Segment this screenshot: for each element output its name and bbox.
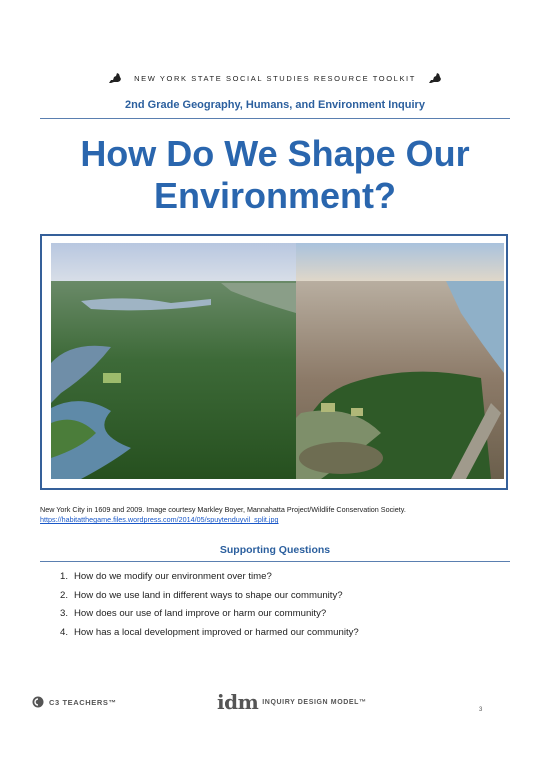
question-number: 4. xyxy=(59,626,68,638)
supporting-questions-list xyxy=(52,568,492,642)
photo-caption xyxy=(40,505,510,525)
idm-label: INQUIRY DESIGN MODEL™ xyxy=(262,698,367,706)
questions-divider xyxy=(40,561,510,562)
question-number: 2. xyxy=(59,589,68,601)
image-source-link[interactable]: https://habitatthegame.files.wordpress.com/2014/05/spuytenduyvil_split.jpg xyxy=(40,515,279,524)
toolkit-title: NEW YORK STATE SOCIAL STUDIES RESOURCE TOOLKIT xyxy=(134,73,416,83)
new-york-state-icon xyxy=(108,72,122,84)
c3-label: C3 TEACHERS™ xyxy=(49,697,117,707)
toolkit-header xyxy=(0,72,550,84)
title-line-1: How Do We Shape Our xyxy=(80,133,470,174)
page-number: 3 xyxy=(479,707,483,713)
question-text: How do we modify our environment over time? xyxy=(74,571,272,582)
question-number: 1. xyxy=(59,571,68,582)
split-landscape-photo xyxy=(51,243,504,479)
list-item xyxy=(52,624,492,643)
list-item xyxy=(52,605,492,624)
question-text: How does our use of land improve or harm our community? xyxy=(74,608,327,619)
idm-wordmark: idm xyxy=(217,690,259,714)
new-york-state-icon xyxy=(428,72,442,84)
c3-logo-icon xyxy=(32,696,44,708)
list-item xyxy=(52,568,492,587)
page-title xyxy=(0,133,550,217)
idm-logo xyxy=(217,690,367,714)
c3-teachers-logo xyxy=(32,695,117,709)
supporting-questions-heading: Supporting Questions xyxy=(219,544,331,556)
question-text: How has a local development improved or harmed our community? xyxy=(74,626,359,638)
question-text: How do we use land in different ways to shape our community? xyxy=(74,589,343,601)
photo-frame xyxy=(40,234,508,490)
title-line-2: Environment? xyxy=(153,175,396,216)
caption-text: New York City in 1609 and 2009. Image courtesy Markley Boyer, Mannahatta Project/Wildlife Conservation Society. xyxy=(40,505,406,514)
inquiry-subtitle: 2nd Grade Geography, Humans, and Environment Inquiry xyxy=(125,99,425,111)
header-divider xyxy=(40,118,510,119)
list-item xyxy=(52,587,492,606)
question-number: 3. xyxy=(59,608,68,619)
